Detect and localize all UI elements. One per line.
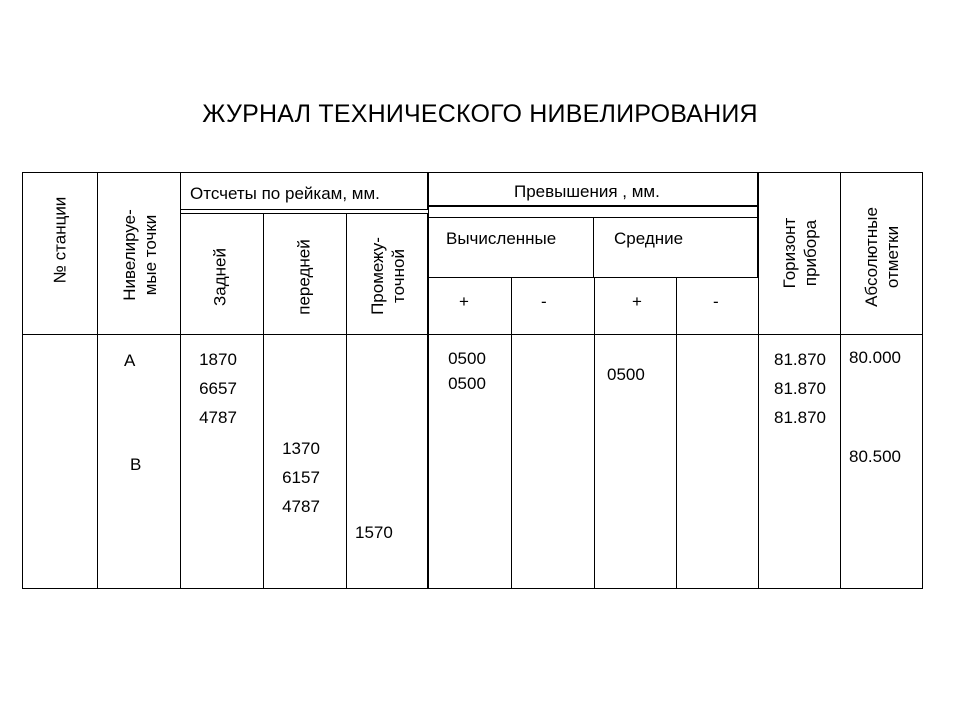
header-minus-1-label: - [541, 292, 547, 311]
header-intermediate-label: Промежу- точной [368, 237, 408, 315]
header-computed-label: Вычисленные [446, 229, 557, 248]
front-reading: 4787 [282, 497, 320, 516]
back-reading: 1870 [199, 350, 237, 369]
absolute-value-a: 80.000 [849, 348, 901, 367]
computed-plus-value: 0500 [448, 374, 486, 393]
horizon-value: 81.870 [774, 379, 826, 398]
header-front-label: передней [294, 239, 314, 315]
header-points-label: Нивелируе- мые точки [120, 209, 160, 301]
back-readings [186, 345, 250, 432]
body-station [22, 334, 98, 589]
average-plus-value: 0500 [607, 365, 645, 384]
header-readings-group-label: Отсчеты по рейкам, мм. [190, 184, 380, 203]
point-a: А [124, 351, 136, 370]
back-reading: 6657 [199, 379, 237, 398]
body-computed-minus [511, 334, 595, 589]
header-minus-2-label: - [713, 292, 719, 311]
front-reading: 6157 [282, 468, 320, 487]
body-average-minus [676, 334, 759, 589]
horizon-values [763, 345, 837, 432]
header-station-label: № станции [50, 196, 70, 284]
front-reading: 1370 [282, 439, 320, 458]
header-plus-2-label: + [632, 292, 642, 311]
horizon-value: 81.870 [774, 408, 826, 427]
header-absolute-label: Абсолютные отметки [862, 207, 902, 307]
computed-plus-value: 0500 [448, 349, 486, 368]
horizon-value: 81.870 [774, 350, 826, 369]
header-average-label: Средние [614, 229, 684, 248]
header-minus-1 [511, 277, 595, 335]
back-reading: 4787 [199, 408, 237, 427]
header-back-label: Задней [210, 248, 230, 306]
body-intermediate [346, 334, 428, 589]
header-horizon-label: Горизонт прибора [780, 217, 820, 289]
header-plus-1 [428, 277, 512, 335]
front-readings [269, 434, 333, 521]
header-plus-1-label: + [459, 292, 469, 311]
intermediate-reading: 1570 [355, 523, 393, 542]
page-title: ЖУРНАЛ ТЕХНИЧЕСКОГО НИВЕЛИРОВАНИЯ [202, 100, 758, 128]
absolute-value-b: 80.500 [849, 447, 901, 466]
header-elevations-group-label: Превышения , мм. [514, 182, 660, 201]
point-b: В [130, 455, 142, 474]
computed-plus-values [435, 344, 499, 398]
